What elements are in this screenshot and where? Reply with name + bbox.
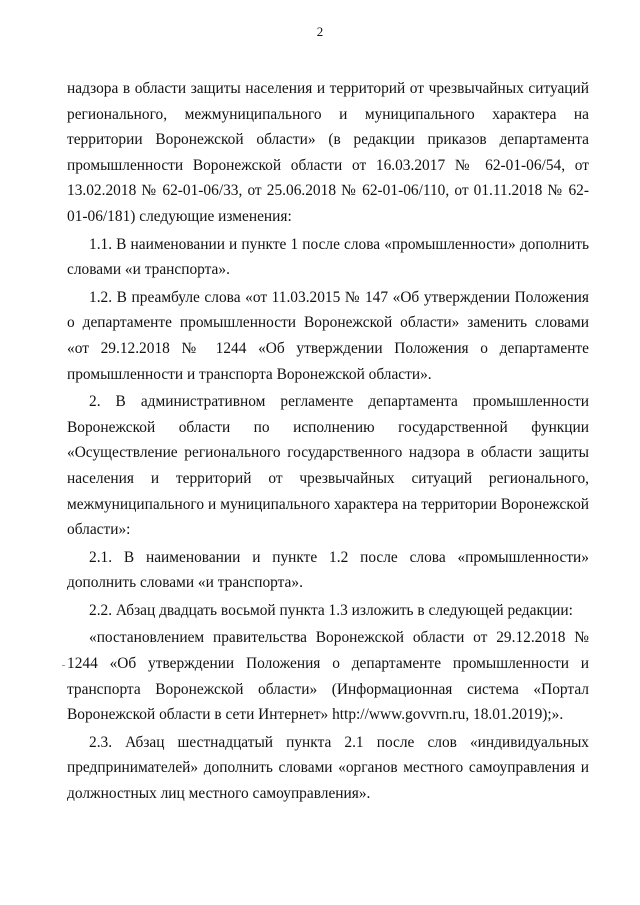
page-number: 2 (316, 24, 324, 39)
paragraph-2: 2. В административном регламенте департамента промышленности Воронежской области по исполнению государственной функции «Осуществление регионального государственного надзора в области защиты населения и территорий от чрезвычайных ситуаций регионального, межмуниципального и муниципального характера на территории Воронежской области»: (67, 393, 589, 539)
document-body (67, 76, 589, 809)
paragraph-2-1: 2.1. В наименовании и пункте 1.2 после слова «промышленности» дополнить словами «и транспорта». (67, 548, 589, 592)
paragraph-2-2-quote: «постановлением правительства Воронежской области от 29.12.2018 № 1244 «Об утверждении Положения о департаменте промышленности и транспорта Воронежской области» (Информационная система «Портал Воронежской области в сети Интернет» http://www.govvrn.ru, 18.01.2019);». (67, 629, 589, 724)
paragraph-2-2: 2.2. Абзац двадцать восьмой пункта 1.3 изложить в следующей редакции: (89, 601, 573, 619)
paragraph-1-1: 1.1. В наименовании и пункте 1 после слова «промышленности» дополнить словами «и транспорта». (67, 235, 589, 279)
scan-mark (62, 665, 65, 666)
paragraph-2-3: 2.3. Абзац шестнадцатый пункта 2.1 после слов «индивидуальных предпринимателей» дополнить словами «органов местного самоуправления и должностных лиц местного самоуправления». (67, 733, 589, 803)
paragraph-continuation: надзора в области защиты населения и территорий от чрезвычайных ситуаций регионального, межмуниципального и муниципального характера на территории Воронежской области» (в редакции приказов департамента промышленности Воронежской области от 16.03.2017 № 62-01-06/54, от 13.02.2018 № 62-01-06/33, от 25.06.2018 № 62-01-06/110, от 01.11.2018 № 62-01-06/181) следующие изменения: (67, 80, 589, 225)
paragraph-1-2: 1.2. В преамбуле слова «от 11.03.2015 № 147 «Об утверждении Положения о департаменте промышленности Воронежской области» заменить словами «от 29.12.2018 № 1244 «Об утверждении Положения о департаменте промышленности и транспорта Воронежской области». (67, 288, 589, 383)
